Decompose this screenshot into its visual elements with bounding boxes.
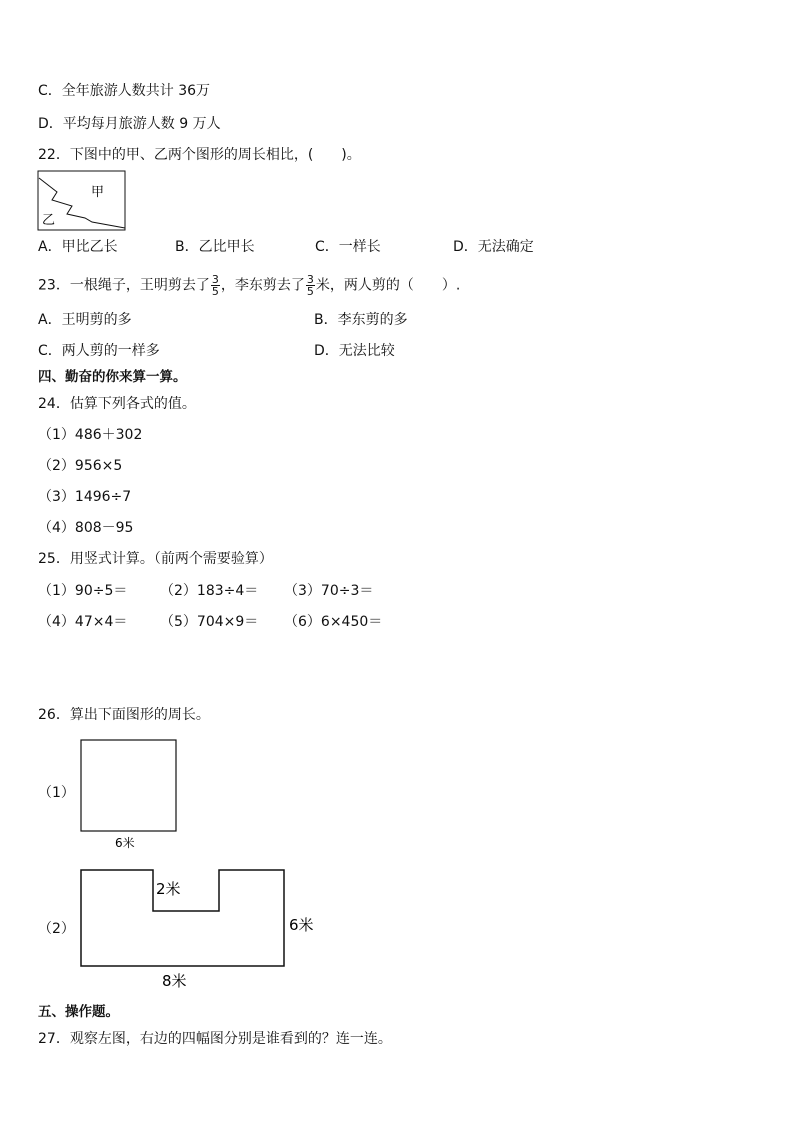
q23-option-b: B．李东剪的多 — [314, 312, 408, 328]
q26-square-shape — [81, 740, 176, 831]
q26-fig1-side-label: 6米 — [115, 836, 135, 850]
q23-fraction-1 — [211, 274, 220, 297]
q22-label-jia: 甲 — [91, 185, 105, 200]
q23-stem-part1: 23．一根绳子，王明剪去了 — [38, 277, 210, 294]
q23-frac2-num: 3 — [306, 273, 314, 286]
q23-frac2-den: 5 — [306, 285, 314, 298]
q24-item-2: （2）956×5 — [38, 458, 123, 474]
q25-item-3: （3）70÷3＝ — [284, 583, 374, 599]
q26-fig2-width-label: 8米 — [162, 972, 187, 990]
section5-title: 五、操作题。 — [38, 1004, 119, 1020]
q23-stem — [38, 274, 460, 297]
q23-frac1-den: 5 — [211, 285, 219, 298]
section4-title: 四、勤奋的你来算一算。 — [38, 369, 187, 385]
q25-item-4: （4）47×4＝ — [38, 614, 128, 630]
q22-option-d: D．无法确定 — [453, 239, 534, 255]
q25-item-2: （2）183÷4＝ — [160, 583, 259, 599]
q23-frac1-num: 3 — [211, 273, 219, 286]
q26-fig2-notch-label: 2米 — [156, 880, 181, 898]
q22-stem: 22．下图中的甲、乙两个图形的周长相比，( )。 — [38, 147, 361, 163]
q22-option-b: B．乙比甲长 — [175, 239, 255, 255]
q23-stem-part3: 米，两人剪的（ ）. — [315, 277, 461, 294]
q24-item-1: （1）486＋302 — [38, 427, 143, 443]
q21-option-c: C．全年旅游人数共计 36万 — [38, 83, 211, 99]
q25-stem: 25．用竖式计算。（前两个需要验算） — [38, 551, 273, 567]
q26-fig2-shape — [78, 866, 324, 992]
q21-option-d: D．平均每月旅游人数 9 万人 — [38, 116, 221, 132]
q27-stem: 27．观察左图，右边的四幅图分别是谁看到的？连一连。 — [38, 1031, 392, 1047]
q24-item-4: （4）808－95 — [38, 520, 134, 536]
q26-fig1-square — [78, 738, 182, 852]
q26-fig2-height-label: 6米 — [289, 916, 314, 934]
q23-fraction-2 — [306, 274, 315, 297]
q26-stem: 26．算出下面图形的周长。 — [38, 707, 210, 723]
q23-stem-part2: ，李东剪去了 — [220, 277, 305, 294]
q24-item-3: （3）1496÷7 — [38, 489, 132, 505]
q25-item-5: （5）704×9＝ — [160, 614, 259, 630]
q23-option-a: A．王明剪的多 — [38, 312, 132, 328]
q26-notched-rect — [81, 870, 284, 966]
q23-option-d: D．无法比较 — [314, 343, 395, 359]
q22-figure — [37, 170, 127, 232]
q25-item-6: （6）6×450＝ — [284, 614, 383, 630]
q26-fig2-index: （2） — [38, 921, 75, 937]
q22-option-c: C．一样长 — [315, 239, 381, 255]
q22-option-a: A．甲比乙长 — [38, 239, 118, 255]
q26-fig1-index: （1） — [38, 785, 75, 801]
q24-stem: 24．估算下列各式的值。 — [38, 396, 196, 412]
q22-label-yi: 乙 — [42, 213, 56, 228]
q23-option-c: C．两人剪的一样多 — [38, 343, 160, 359]
q25-item-1: （1）90÷5＝ — [38, 583, 128, 599]
